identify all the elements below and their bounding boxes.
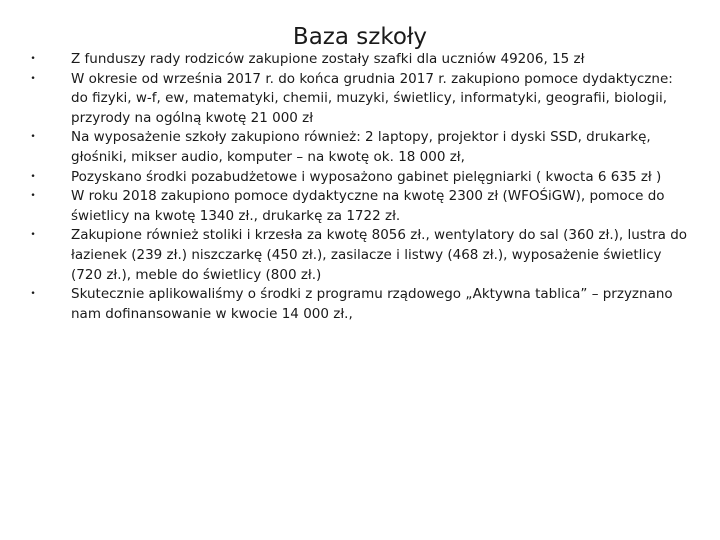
list-item (28, 187, 688, 226)
bullet-dot-icon: • (30, 54, 36, 64)
list-item (28, 168, 688, 188)
list-item-text: Skutecznie aplikowaliśmy o środki z programu rządowego „Aktywna tablica” – przyznano nam dofinansowanie w kwocie 14 000 zł., (71, 286, 673, 322)
list-item-text: Na wyposażenie szkoły zakupiono również: 2 laptopy, projektor i dyski SSD, drukarkę, głośniki, mikser audio, komputer – na kwotę ok. 18 000 zł, (71, 129, 651, 165)
list-item (28, 50, 688, 70)
list-item-text: Zakupione również stoliki i krzesła za kwotę 8056 zł., wentylatory do sal (360 zł.), lustra do łazienek (239 zł.) niszczarkę (450 zł.), zasilacze i listwy (468 zł.), wyposażenie świetlicy (720 zł.), meble do świetlicy (800 zł.) (71, 227, 688, 283)
list-item (28, 226, 688, 285)
bullet-dot-icon: • (30, 230, 36, 241)
slide-title-text: Baza szkoły (292, 24, 428, 50)
list-item-text: Z funduszy rady rodziców zakupione zostały szafki dla uczniów 49206, 15 zł (71, 51, 585, 67)
list-item-text: W roku 2018 zakupiono pomoce dydaktyczne na kwotę 2300 zł (WFOŚiGW), pomoce do świetlicy na kwotę 1340 zł., drukarkę za 1722 zł. (71, 188, 665, 224)
list-item (28, 285, 688, 324)
bullet-dot-icon: • (30, 191, 36, 202)
list-item-text: W okresie od września 2017 r. do końca grudnia 2017 r. zakupiono pomoce dydaktyczne: do fizyki, w-f, ew, matematyki, chemii, muzyki, świetlicy, informatyki, geografii, biologii, przyrody na ogólną kwotę 21 000 zł (71, 70, 673, 126)
list-item-text: Pozyskano środki pozabudżetowe i wyposażono gabinet pielęgniarki ( kwocta 6 635 zł ) (71, 168, 662, 185)
bullet-dot-icon: • (30, 132, 36, 143)
bullet-dot-icon: • (30, 289, 36, 300)
bullet-list (28, 50, 688, 324)
list-item (28, 128, 688, 167)
bullet-dot-icon: • (30, 73, 36, 84)
slide-title (0, 22, 720, 52)
bullet-dot-icon: • (30, 171, 36, 182)
list-item (28, 70, 688, 129)
